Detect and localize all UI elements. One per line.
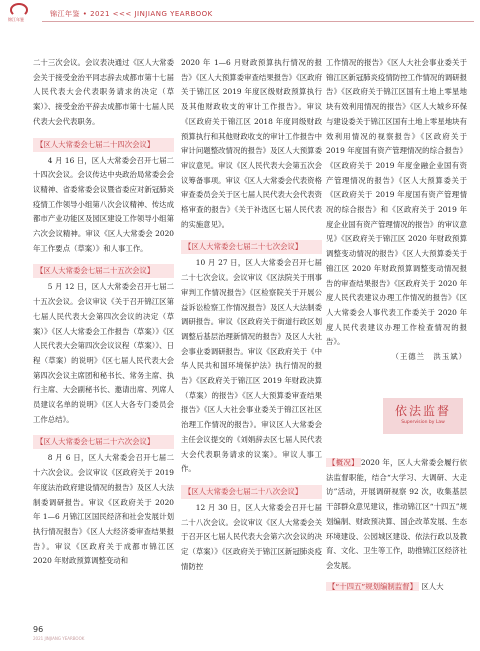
header-title: 锦江年鉴 • 2021 <<< JINJIANG YEARBOOK (50, 10, 213, 18)
text-column-2 (181, 56, 322, 575)
paragraph: 工作情况的报告》《区人大社会事业委关于锦江区新冠肺炎疫情防控工作情况的调研报告》《区政府关于锦江区国有土地上零星地块有效利用情况的报告》《区人大城乡环保与建设委关于锦江区国有土地上零星地块有效利用情况的视察报告》《区政府关于 2019 年度国有资产管理情况的综合报告》《区政府关于 2019 年度金融企业国有资产管理情况的报告》《区人大预算委关于《区政府关于 2019 年度国有资产管理情况的综合报告》和《区政府关于 2019 年度企业国有资产管理情况的报告》的审议意见》《区政府关于锦江区 2020 年财政预算调整变动情况的报告》《区人大预算委关于锦江区 2020 年财政预算调整变动情况报告的审查结果报告》《区政府关于 2020 年度人民代表建议办理工作情况的报告》《区人大常委会人事代表工作委关于 2020 年度人民代表建议办理工作检查情况的报告》。 (326, 58, 467, 347)
paragraph: 5 月 12 日，区人大常委会召开七届二十五次会议。会议审议《关于召开锦江区第七届人民代表大会第四次会议的决定（草案）》《区人大常委会工作报告（草案）》《区人民代表大会第四次会议议程（草案）》、日程（草案）的说明》《区七届人民代表大会第四次会议主席团和秘书长、常务主席、执行主席、大会副秘书长、邀请出席、列席人员建议名单的说明》《区人大各专门委员会工作总结》。 (33, 282, 174, 424)
section-heading: 【区人大常委会七届二十八次会议】 (181, 485, 322, 499)
paragraph-text: 区人大 (421, 581, 444, 591)
paragraph: 12 月 30 日，区人大常委会召开七届二十八次会议。会议审议《区人大常委会关于召开区七届人民代表大会第六次会议的决定（草案）》《区政府关于锦江区新冠肺炎疫情防控 (181, 502, 322, 571)
logo-emblem-icon (10, 3, 28, 17)
section-banner-subtitle: Supervision by Law (401, 420, 445, 425)
section-banner (383, 398, 463, 434)
paragraph (326, 580, 467, 595)
paragraph: 2020 年 1—6 月财政预算执行情况的报告》《区人大预算委审查结果报告》《区政府关于锦江区 2019 年度区级财政预算执行及其他财政收支的审计工作报告》。审议《区政府关于锦江区 2018 年度同级财政预算执行和其他财政收支的审计工作报告中审计问题整改情况的报告》及区人大预算委审议意见。审议《区人民代表大会第五次会议筹备事项。审议《区人大常委会代表资格审查委员会关于区七届人民代表大会代表资格审查的报告》《关于补选区七届人民代表的实施意见》。 (181, 58, 322, 229)
section-heading: 【区人大常委会七届二十五次会议】 (33, 264, 174, 278)
plan-supervision-tag: 【“十四五”规划编制监督】 (328, 581, 417, 591)
author-signature: （王德兰 洪玉斌） (391, 352, 467, 362)
header-divider (42, 21, 474, 22)
yearbook-logo (8, 3, 30, 25)
page-number: 96 (33, 625, 44, 634)
paragraph: 8 月 6 日，区人大常委会召开七届二十六次会议。会议审议《区政府关于 2019 年度法治政府建设情况的报告》及区人大法制委调研报告。审议《区政府关于 2020 年 1—6 月锦江区国民经济和社会发展计划执行情况报告》《区人大经济委审查结果报告》。审议《区政府关于成都市锦江区 2020 年财政预算调整变动和 (33, 453, 174, 566)
paragraph (326, 456, 467, 574)
text-column-3-lower (326, 456, 467, 594)
section-banner-title: 依法监督 (394, 404, 451, 418)
section-heading: 【区人大常委会七届二十七次会议】 (181, 240, 322, 254)
footer-text: 2021 JINJIANG YEARBOOK (33, 636, 85, 641)
paragraph-text: 2020 年，区人大常委会履行依法监督职能，结合“大学习、大调研、大走访”活动，开展调研视察 92 次，收集基层干部群众意见建议，推动锦江区“十四五”规划编制、财政预决算、国企改革发展、生态环境建设、公园城区建设、依法行政以及教育、文化、卫生等工作，助推锦江区经济社会发展。 (326, 458, 467, 570)
paragraph: 4 月 16 日，区人大常委会召开七届二十四次会议。会议传达中央政治局常委会会议精神、省委常委会议暨省委应对新冠肺炎疫情工作领导小组第八次会议精神、传达成都市产业功能区及园区建设工作领导小组第六次会议精神。审议《区人大常委会 2020 年工作要点（草案）》和人事工作。 (33, 155, 174, 253)
paragraph: 10 月 27 日，区人大常委会召开七届二十七次会议。会议审议《区法院关于刑事审判工作情况报告》《区检察院关于开展公益诉讼检察工作情况报告》及区人大法制委调研报告。审议《区政府关于街道行政区划调整后基层治理新情况的报告》及区人大社会事业委调研报告。审议《区政府关于《中华人民共和国环境保护法》执行情况的报告》《区政府关于锦江区 2019 年财政决算（草案）的报告》《区人大预算委审查结果报告》《区人大社会事业委关于锦江区社区治理工作情况的报告》。审议区人大常委会主任会议提交的《刘娟辞去区七届人民代表大会代表职务请求的议案》。审议人事工作。 (181, 258, 322, 474)
page-header (0, 0, 480, 26)
text-column-1 (33, 56, 174, 569)
text-column-3 (326, 56, 467, 365)
overview-tag: 【概况】 (328, 458, 359, 467)
paragraph: 二十三次会议。会议表决通过《区人大常委会关于接受金治平同志辞去成都市第十七届人民代表大会代表职务请求的决定（草案）》、接受金治平辞去成都市第十七届人民代表大会代表职务。 (33, 58, 174, 126)
section-heading: 【区人大常委会七届二十六次会议】 (33, 435, 174, 449)
section-heading: 【区人大常委会七届二十四次会议】 (33, 138, 174, 152)
logo-text: 锦江年鉴 (8, 17, 24, 22)
